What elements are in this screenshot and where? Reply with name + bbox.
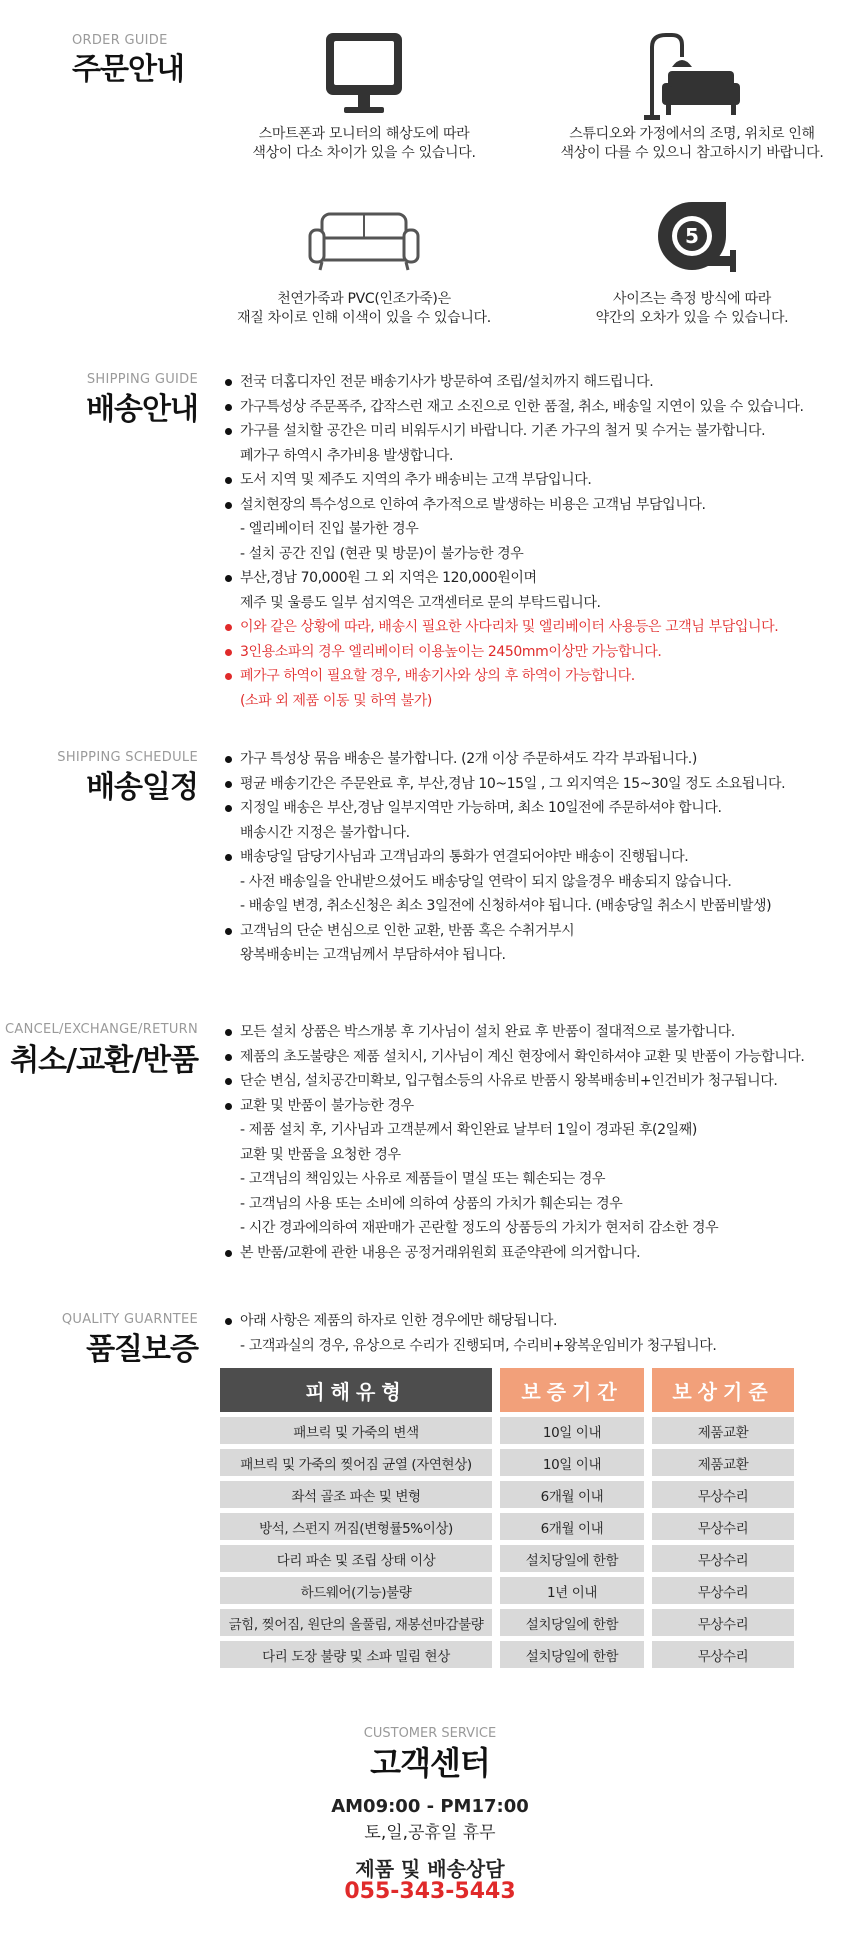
cell-warranty-period: 10일 이내 bbox=[500, 1449, 644, 1476]
order-guide-en-title: ORDER GUIDE bbox=[72, 33, 168, 48]
monitor-icon bbox=[214, 25, 514, 125]
bullet-item: 모든 설치 상품은 박스개봉 후 기사님이 설치 완료 후 반품이 절대적으로 불가합니다. bbox=[222, 1020, 805, 1045]
cell-damage-type: 패브릭 및 가죽의 변색 bbox=[220, 1417, 492, 1444]
sub-item: - 고객님의 사용 또는 소비에 의하여 상품의 가치가 훼손되는 경우 bbox=[240, 1195, 623, 1212]
sub-item: 배송시간 지정은 불가합니다. bbox=[240, 824, 410, 841]
order-guide-title: 주문안내 bbox=[72, 52, 184, 87]
guide-item-sofa bbox=[214, 190, 514, 328]
guide-item-monitor bbox=[214, 25, 514, 163]
cell-warranty-period: 설치당일에 한함 bbox=[500, 1545, 644, 1572]
bullet-item: 부산,경남 70,000원 그 외 지역은 120,000원이며 bbox=[222, 566, 804, 591]
table-row bbox=[220, 1609, 794, 1636]
bullet-item: 설치현장의 특수성으로 인하여 추가적으로 발생하는 비용은 고객님 부담입니다. bbox=[222, 493, 804, 518]
sub-item: 폐가구 하역시 추가비용 발생합니다. bbox=[240, 447, 454, 464]
table-row bbox=[220, 1577, 794, 1604]
sub-item: - 고객님의 책임있는 사유로 제품들이 멸실 또는 훼손되는 경우 bbox=[240, 1171, 606, 1187]
bullet-item: 지정일 배송은 부산,경남 일부지역만 가능하며, 최소 10일전에 주문하셔야 합니다. bbox=[222, 796, 785, 821]
table-row bbox=[220, 1545, 794, 1572]
guide-item-lamp bbox=[542, 25, 842, 163]
cell-warranty-period: 1년 이내 bbox=[500, 1577, 644, 1604]
cell-damage-type: 방석, 스펀지 꺼짐(변형률5%이상) bbox=[220, 1513, 492, 1540]
shipping-schedule-list bbox=[222, 747, 785, 968]
cell-warranty-period: 6개월 이내 bbox=[500, 1481, 644, 1508]
cancel-en-title: CANCEL/EXCHANGE/RETURN bbox=[5, 1022, 198, 1037]
cancel-list bbox=[222, 1020, 805, 1265]
shipping-schedule-en-title: SHIPPING SCHEDULE bbox=[57, 750, 198, 765]
quality-list bbox=[222, 1309, 716, 1358]
cell-compensation: 무상수리 bbox=[652, 1609, 794, 1636]
table-row bbox=[220, 1481, 794, 1508]
bullet-item: 이와 같은 상황에 따라, 배송시 필요한 사다리차 및 엘리베이터 사용등은 고객님 부담입니다. bbox=[222, 615, 804, 640]
bullet-item: 가구 특성상 묶음 배송은 불가합니다. (2개 이상 주문하셔도 각각 부과됩니다.) bbox=[222, 747, 785, 772]
cell-warranty-period: 10일 이내 bbox=[500, 1417, 644, 1444]
shipping-guide-list bbox=[222, 370, 804, 713]
bullet-item: 3인용소파의 경우 엘리베이터 이용높이는 2450mm이상만 가능합니다. bbox=[222, 640, 804, 665]
cell-compensation: 제품교환 bbox=[652, 1417, 794, 1444]
header-damage-type: 피해유형 bbox=[220, 1368, 492, 1412]
guide-text-line2: 색상이 다를 수 있으니 참고하시기 바랍니다. bbox=[560, 145, 824, 161]
table-row bbox=[220, 1513, 794, 1540]
bullet-item: 배송당일 담당기사님과 고객님과의 통화가 연결되어야만 배송이 진행됩니다. bbox=[222, 845, 785, 870]
cell-compensation: 제품교환 bbox=[652, 1449, 794, 1476]
cell-compensation: 무상수리 bbox=[652, 1513, 794, 1540]
cell-damage-type: 다리 도장 불량 및 소파 밀림 현상 bbox=[220, 1641, 492, 1668]
tape-measure-icon bbox=[542, 190, 842, 290]
bullet-item: 고객님의 단순 변심으로 인한 교환, 반품 혹은 수취거부시 bbox=[222, 919, 785, 944]
cell-compensation: 무상수리 bbox=[652, 1577, 794, 1604]
cell-damage-type: 좌석 골조 파손 및 변형 bbox=[220, 1481, 492, 1508]
bullet-item: 폐가구 하역이 필요할 경우, 배송기사와 상의 후 하역이 가능합니다. bbox=[222, 664, 804, 689]
svg-text:5: 5 bbox=[685, 224, 699, 248]
bullet-item: 전국 더홈디자인 전문 배송기사가 방문하여 조립/설치까지 해드립니다. bbox=[222, 370, 804, 395]
guide-text-line2: 약간의 오차가 있을 수 있습니다. bbox=[595, 310, 789, 326]
cell-warranty-period: 설치당일에 한함 bbox=[500, 1609, 644, 1636]
guide-text-line1: 스튜디오와 가정에서의 조명, 위치로 인해 bbox=[569, 126, 815, 142]
cell-compensation: 무상수리 bbox=[652, 1545, 794, 1572]
quality-title: 품질보증 bbox=[86, 1332, 198, 1367]
sub-item: - 엘리베이터 진입 불가한 경우 bbox=[240, 521, 419, 537]
table-row bbox=[220, 1417, 794, 1444]
bullet-item: 평균 배송기간은 주문완료 후, 부산,경남 10~15일 , 그 외지역은 15~30일 정도 소요됩니다. bbox=[222, 772, 785, 797]
shipping-guide-en-title: SHIPPING GUIDE bbox=[86, 372, 198, 387]
cell-warranty-period: 6개월 이내 bbox=[500, 1513, 644, 1540]
sub-item: - 설치 공간 진입 (현관 및 방문)이 불가능한 경우 bbox=[240, 545, 524, 562]
table-row bbox=[220, 1641, 794, 1668]
bullet-item: 가구특성상 주문폭주, 갑작스런 재고 소진으로 인한 품절, 취소, 배송일 지연이 있을 수 있습니다. bbox=[222, 395, 804, 420]
sub-item: - 고객과실의 경우, 유상으로 수리가 진행되며, 수리비+왕복운임비가 청구됩니다. bbox=[240, 1337, 717, 1354]
shipping-guide-title: 배송안내 bbox=[86, 392, 198, 427]
sub-item: 교환 및 반품을 요청한 경우 bbox=[240, 1146, 401, 1163]
guide-item-tape bbox=[542, 190, 842, 328]
cell-warranty-period: 설치당일에 한함 bbox=[500, 1641, 644, 1668]
bullet-item: 가구를 설치할 공간은 미리 비워두시기 바랍니다. 기존 가구의 철거 및 수거는 불가합니다. bbox=[222, 419, 804, 444]
customer-service-en-title: CUSTOMER SERVICE bbox=[363, 1726, 497, 1741]
sub-item: - 시간 경과에의하여 재판매가 곤란할 정도의 상품등의 가치가 현저히 감소한 경우 bbox=[240, 1220, 719, 1236]
consult-label: 제품 및 배송상담 bbox=[355, 1857, 505, 1881]
bullet-item: 아래 사항은 제품의 하자로 인한 경우에만 해당됩니다. bbox=[222, 1309, 716, 1334]
guide-text-line2: 색상이 다소 차이가 있을 수 있습니다. bbox=[252, 145, 476, 161]
guide-text-line1: 스마트폰과 모니터의 해상도에 따라 bbox=[258, 126, 470, 142]
cancel-title: 취소/교환/반품 bbox=[10, 1043, 198, 1078]
cell-damage-type: 다리 파손 및 조립 상태 이상 bbox=[220, 1545, 492, 1572]
sub-item: (소파 외 제품 이동 및 하역 불가) bbox=[240, 692, 432, 709]
cell-damage-type: 하드웨어(기능)불량 bbox=[220, 1577, 492, 1604]
lamp-sofa-icon bbox=[542, 25, 842, 125]
quality-en-title: QUALITY GUARNTEE bbox=[61, 1312, 198, 1327]
shipping-schedule-title: 배송일정 bbox=[86, 770, 198, 805]
bullet-item: 제품의 초도불량은 제품 설치시, 기사님이 계신 현장에서 확인하셔야 교환 및 반품이 가능합니다. bbox=[222, 1045, 805, 1070]
table-row bbox=[220, 1449, 794, 1476]
warranty-table-header bbox=[220, 1368, 794, 1412]
guide-text-line2: 재질 차이로 인해 이색이 있을 수 있습니다. bbox=[237, 310, 491, 326]
customer-service-title: 고객센터 bbox=[370, 1744, 490, 1782]
guide-text-line1: 사이즈는 측정 방식에 따라 bbox=[613, 291, 771, 307]
sub-item: 왕복배송비는 고객님께서 부담하셔야 됩니다. bbox=[240, 947, 506, 963]
cell-compensation: 무상수리 bbox=[652, 1641, 794, 1668]
warranty-table bbox=[220, 1363, 794, 1673]
bullet-item: 본 반품/교환에 관한 내용은 공정거래위원회 표준약관에 의거합니다. bbox=[222, 1241, 805, 1266]
bullet-item: 도서 지역 및 제주도 지역의 추가 배송비는 고객 부담입니다. bbox=[222, 468, 804, 493]
bullet-item: 교환 및 반품이 불가능한 경우 bbox=[222, 1094, 805, 1119]
phone-number[interactable]: 055-343-5443 bbox=[344, 1879, 516, 1904]
header-warranty-period: 보증기간 bbox=[500, 1368, 644, 1412]
business-hours: AM09:00 - PM17:00 bbox=[331, 1796, 529, 1817]
sub-item: 제주 및 울릉도 일부 섬지역은 고객센터로 문의 부탁드립니다. bbox=[240, 594, 601, 611]
sub-item: - 사전 배송일을 안내받으셨어도 배송당일 연락이 되지 않을경우 배송되지 않습니다. bbox=[240, 873, 732, 890]
header-compensation: 보상기준 bbox=[652, 1368, 794, 1412]
bullet-item: 단순 변심, 설치공간미확보, 입구협소등의 사유로 반품시 왕복배송비+인건비가 청구됩니다. bbox=[222, 1069, 805, 1094]
cell-damage-type: 패브릭 및 가죽의 찢어짐 균열 (자연현상) bbox=[220, 1449, 492, 1476]
holiday-notice: 토,일,공휴일 휴무 bbox=[364, 1823, 496, 1843]
sofa-icon bbox=[214, 190, 514, 290]
cell-damage-type: 긁힘, 찢어짐, 원단의 올풀림, 재봉선마감불량 bbox=[220, 1609, 492, 1636]
guide-text-line1: 천연가죽과 PVC(인조가죽)은 bbox=[277, 291, 451, 307]
sub-item: - 배송일 변경, 취소신청은 최소 3일전에 신청하셔야 됩니다. (배송당일 취소시 반품비발생) bbox=[240, 898, 772, 914]
cell-compensation: 무상수리 bbox=[652, 1481, 794, 1508]
sub-item: - 제품 설치 후, 기사님과 고객분께서 확인완료 날부터 1일이 경과된 후(2일째) bbox=[240, 1122, 697, 1138]
